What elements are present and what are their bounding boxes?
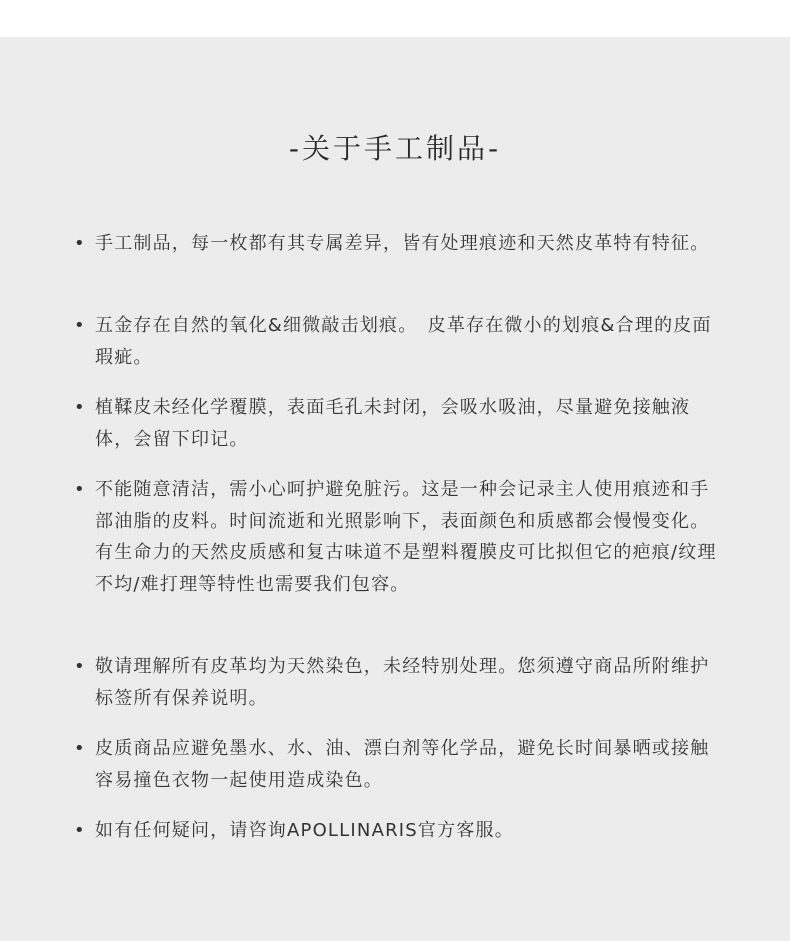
list-item: [74, 733, 720, 796]
list-item: [74, 815, 720, 847]
bullet-icon: •: [74, 656, 86, 677]
bullet-icon: •: [74, 820, 86, 841]
list-item-text: 如有任何疑问，请咨询APOLLINARIS官方客服。: [95, 820, 514, 841]
list-item: [74, 651, 720, 714]
list-item-text: 皮质商品应避免墨水、水、油、漂白剂等化学品，避免长时间暴晒或接触容易撞色衣物一起使用造成染色。: [95, 738, 710, 791]
list-item-text: 不能随意清洁，需小心呵护避免脏污。这是一种会记录主人使用痕迹和手部油脂的皮料。时间流逝和光照影响下，表面颜色和质感都会慢慢变化。有生命力的天然皮质感和复古味道不是塑料覆膜皮可比拟但它的疤痕/纹理不均/难打理等特性也需要我们包容。: [95, 479, 717, 595]
section-title: -关于手工制品-: [288, 132, 502, 165]
list-item-text: 植鞣皮未经化学覆膜，表面毛孔未封闭，会吸水吸油，尽量避免接触液体，会留下印记。: [95, 397, 691, 450]
list-item-text: 手工制品，每一枚都有其专属差异，皆有处理痕迹和天然皮革特有特征。: [95, 233, 710, 254]
bullet-icon: •: [74, 315, 86, 336]
list-item: [74, 228, 720, 260]
bullet-icon: •: [74, 233, 86, 254]
bullet-icon: •: [74, 397, 86, 418]
list-item: [74, 474, 720, 600]
list-item-text: 五金存在自然的氧化&细微敲击划痕。 皮革存在微小的划痕&合理的皮面瑕疵。: [95, 315, 712, 368]
list-item: [74, 310, 720, 373]
bullet-icon: •: [74, 738, 86, 759]
list-item: [74, 392, 720, 455]
bullet-icon: •: [74, 479, 86, 500]
list-item-text: 敬请理解所有皮革均为天然染色，未经特别处理。您须遵守商品所附维护标签所有保养说明。: [95, 656, 710, 709]
